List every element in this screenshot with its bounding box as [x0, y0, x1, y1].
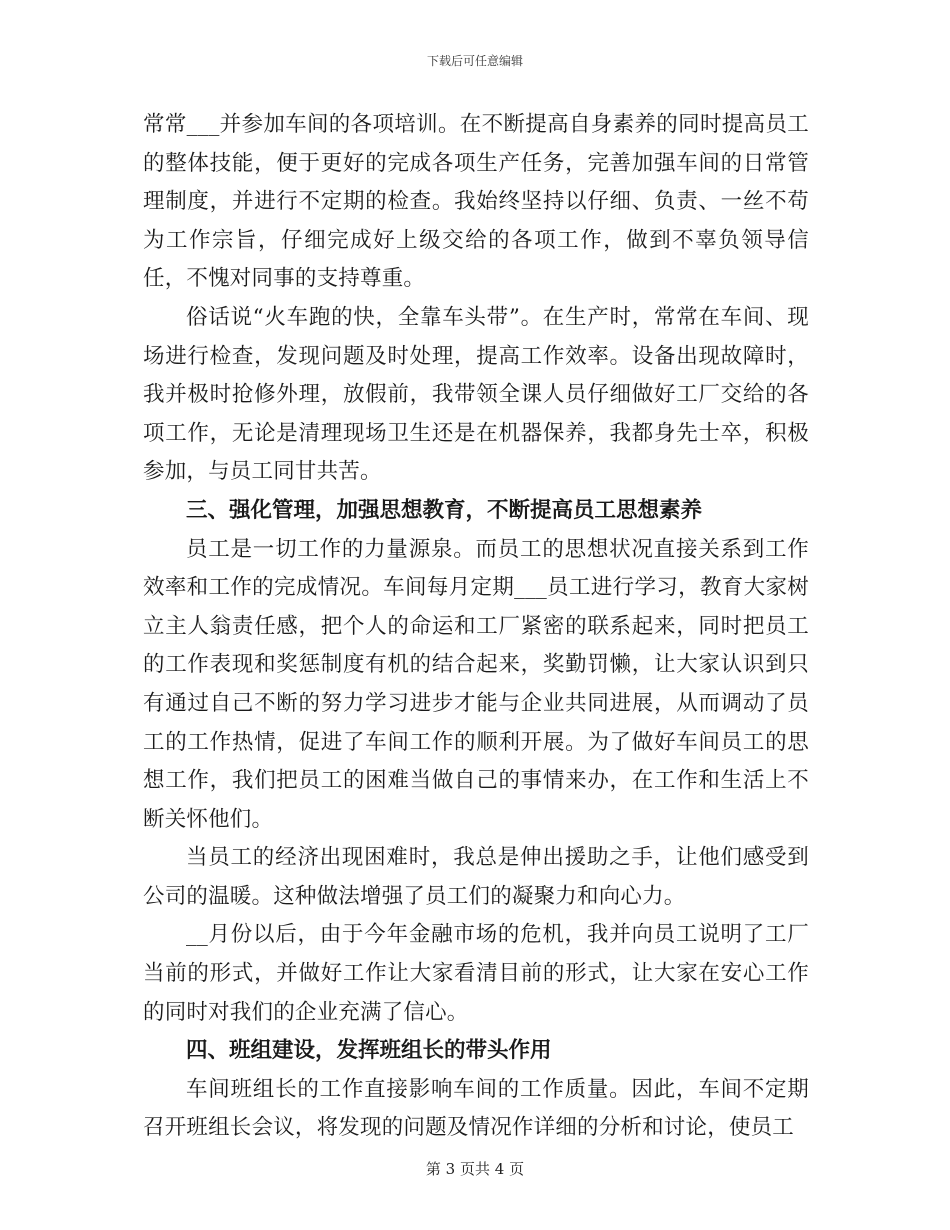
page-footer: 第 3 页共 4 页 — [425, 1160, 525, 1178]
paragraph-6: 车间班组长的工作直接影响车间的工作质量。因此，车间不定期召开班组长会议，将发现的问题及情况作详细的分析和讨论，使员工 — [143, 1076, 809, 1141]
paragraph-4: 当员工的经济出现困难时，我总是伸出援助之手，让他们感受到公司的温暖。这种做法增强了员工们的凝聚力和向心力。 — [143, 845, 809, 909]
page-header: 下载后可任意编辑 — [426, 54, 523, 68]
paragraph-2: 俗话说“火车跑的快，全靠车头带”。在生产时，常常在车间、现场进行检查，发现问题及时处理，提高工作效率。设备出现故障时，我并极时抢修外理，放假前，我带领全课人员仔细做好工厂交给的各项工作，无论是清理现场卫生还是在机器保养，我都身先士卒，积极参加，与员工同甘共苦。 — [143, 304, 809, 485]
section-heading-3: 三、强化管理，加强思想教育，不断提高员工思想素养 — [186, 497, 703, 523]
paragraph-1: 常常___并参加车间的各项培训。在不断提高自身素养的同时提高员工的整体技能，便于更好的完成各项生产任务，完善加强车间的日常管理制度，并进行不定期的检查。我始终坚持以仔细、负责、一丝不苟为工作宗旨，仔细完成好上级交给的各项工作，做到不辜负领导信任，不愧对同事的支持尊重。 — [143, 112, 809, 292]
paragraph-3: 员工是一切工作的力量源泉。而员工的思想状况直接关系到工作效率和工作的完成情况。车间每月定期___员工进行学习，教育大家树立主人翁责任感，把个人的命运和工厂紧密的联系起来，同时把员工的工作表现和奖惩制度有机的结合起来，奖勤罚懒，让大家认识到只有通过自己不断的努力学习进步才能与企业共同进展，从而调动了员工的工作热情，促进了车间工作的顺利开展。为了做好车间员工的思想工作，我们把员工的困难当做自己的事情来办，在工作和生活上不断关怀他们。 — [143, 536, 809, 832]
document-body — [143, 106, 809, 1148]
paragraph-5: __月份以后，由于今年金融市场的危机，我并向员工说明了工厂当前的形式，并做好工作让大家看清目前的形式，让大家在安心工作的同时对我们的企业充满了信心。 — [143, 922, 809, 1025]
section-heading-4: 四、班组建设，发挥班组长的带头作用 — [186, 1038, 552, 1064]
